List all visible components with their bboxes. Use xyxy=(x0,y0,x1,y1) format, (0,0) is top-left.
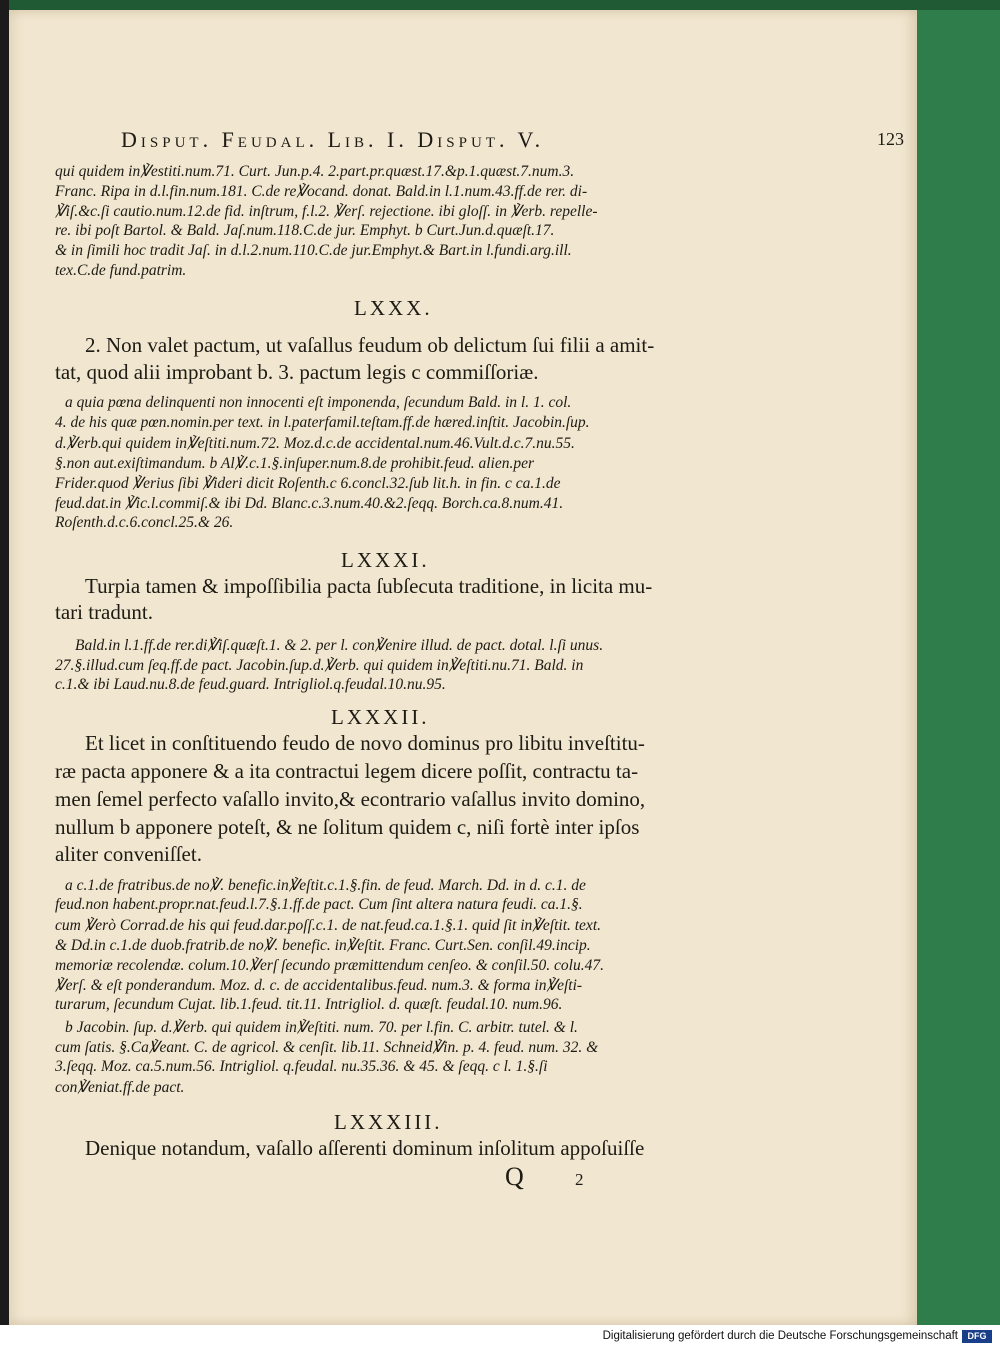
note-line: cum ſatis. §.Ca℣eant. C. de agricol. & cenſit. lib.11. Schneid℣in. p. 4. feud. num. 32. & xyxy=(55,1039,599,1056)
note-line: 27.§.illud.cum ſeq.ff.de pact. Jacobin.ſup.d.℣erb. qui quidem in℣eſtiti.nu.71. Bald. in xyxy=(55,657,584,674)
body-line: tat, quod alii improbant b. 3. pactum legis c commiſſoriæ. xyxy=(55,360,539,384)
section-heading-83: LXXXIII. xyxy=(334,1110,443,1134)
note-line: re. ibi poſt Bartol. & Bald. Jaſ.num.118.C.de jur. Emphyt. b Curt.Jun.d.quæſt.17. xyxy=(55,222,555,239)
note-line: feud.dat.in ℣ic.l.commiſ.& ibi Dd. Blanc.c.3.num.40.&2.ſeqq. Borch.ca.8.num.41. xyxy=(55,495,564,512)
note-line: & in ſimili hoc tradit Jaſ. in d.l.2.num.110.C.de jur.Emphyt.& Bart.in l.fundi.arg.ill. xyxy=(55,242,572,259)
note-line: Bald.in l.1.ff.de rer.di℣iſ.quæſt.1. & 2. per l. con℣enire illud. de pact. dotal. l.ſi unus. xyxy=(75,637,604,654)
note-line: memoriæ recolendæ. colum.10.℣erſ ſecundo præmittendum cenſeo. & conſil.50. colu.47. xyxy=(55,957,604,974)
note-line: tex.C.de fund.patrim. xyxy=(55,262,187,279)
note-line: Frider.quod ℣erius ſibi ℣ideri dicit Roſenth.c 6.concl.32.ſub lit.h. in fin. c ca.1.de xyxy=(55,475,561,492)
page-number: 123 xyxy=(877,129,904,149)
note-line: 4. de his quæ pœn.nomin.per text. in l.paterfamil.teſtam.ff.de hæred.inſtit. Jacobin.ſup. xyxy=(55,414,590,431)
signature-letter: Q xyxy=(505,1162,524,1191)
note-line: ℣iſ.&c.ſi cautio.num.12.de fid. inſtrum, f.l.2. ℣erſ. rejectione. ibi gloſſ. in ℣erb. repelle- xyxy=(55,203,598,220)
note-line: §.non aut.exiſtimandum. b Al℣.c.1.§.inſuper.num.8.de prohibit.feud. alien.per xyxy=(55,455,535,472)
note-line: & Dd.in c.1.de duob.fratrib.de no℣. benefic. in℣eſtit. Franc. Curt.Sen. conſil.49.incip. xyxy=(55,937,591,954)
note-line: c.1.& ibi Laud.nu.8.de feud.guard. Intrigliol.q.feudal.10.nu.95. xyxy=(55,676,446,693)
scan-color-strip xyxy=(917,10,1000,1325)
body-line: aliter conveniſſet. xyxy=(55,842,202,866)
book-page xyxy=(9,10,917,1325)
digitization-footer xyxy=(0,1325,1000,1349)
note-line: a c.1.de fratribus.de no℣. benefic.in℣eſtit.c.1.§.fin. de feud. March. Dd. in d. c.1. de xyxy=(65,877,586,894)
note-line: feud.non habent.propr.nat.feud.l.7.§.1.ff.de pact. Cum ſint altera natura feudi. ca.1.§. xyxy=(55,896,583,913)
note-line: 3.ſeqq. Moz. ca.5.num.56. Intrigliol. q.feudal. nu.35.36. & 45. & ſeqq. c l. 1.§.ſi xyxy=(55,1058,548,1075)
note-line: d.℣erb.qui quidem in℣eſtiti.num.72. Moz.d.c.de accidental.num.46.Vult.d.c.7.nu.55. xyxy=(55,435,575,452)
funding-credit: Digitalisierung gefördert durch die Deutsche Forschungsgemeinschaft xyxy=(602,1330,958,1342)
dfg-logo: DFG xyxy=(962,1330,992,1343)
signature-number: 2 xyxy=(575,1170,584,1189)
section-heading-81: LXXXI. xyxy=(341,548,430,572)
body-line: nullum b apponere poteſt, & ne ſolitum quidem c, niſi fortè inter ipſos xyxy=(55,815,640,839)
note-line: con℣eniat.ff.de pact. xyxy=(55,1079,185,1096)
scan-frame-left xyxy=(0,0,9,1325)
note-line: Roſenth.d.c.6.concl.25.& 26. xyxy=(55,514,234,531)
note-line: turarum, ſecundum Cujat. lib.1.feud. tit.11. Intrigliol. d. quæſt. feudal.10. num.96. xyxy=(55,996,563,1013)
note-line: Franc. Ripa in d.l.fin.num.181. C.de re℣ocand. donat. Bald.in l.1.num.43.ff.de rer. di- xyxy=(55,183,588,200)
note-line: a quia pœna delinquenti non innocenti eſt imponenda, ſecundum Bald. in l. 1. col. xyxy=(65,394,572,411)
body-line: men ſemel perfecto vaſallo invito,& econtrario vaſallus invito domino, xyxy=(55,787,646,811)
body-line: ræ pacta apponere & a ita contractui legem dicere poſſit, contractu ta- xyxy=(55,759,639,783)
body-line: Denique notandum, vaſallo aſſerenti dominum inſolitum appoſuiſſe xyxy=(85,1136,645,1160)
note-line: cum ℣erò Corrad.de his qui feud.dar.poſſ.c.1. de nat.feud.ca.1.§.1. quid ſit in℣eſtit. text. xyxy=(55,917,601,934)
section-heading-82: LXXXII. xyxy=(331,705,430,729)
body-line: Et licet in conſtituendo feudo de novo dominus pro libitu inveſtitu- xyxy=(85,731,645,755)
running-title: Disput. Feudal. Lib. I. Disput. V. xyxy=(121,127,545,152)
note-line: qui quidem in℣estiti.num.71. Curt. Jun.p.4. 2.part.pr.quæst.17.&p.1.quæst.7.num.3. xyxy=(55,163,575,180)
section-heading-80: LXXX. xyxy=(354,296,433,320)
body-line: Turpia tamen & impoſſibilia pacta ſubſecuta traditione, in licita mu- xyxy=(85,574,653,598)
body-line: 2. Non valet pactum, ut vaſallus feudum ob delictum ſui filii a amit- xyxy=(85,333,655,357)
body-line: tari tradunt. xyxy=(55,600,153,624)
note-line: ℣erſ. & eſt ponderandum. Moz. d. c. de accidentalibus.feud. num.3. & forma in℣eſti- xyxy=(55,977,583,994)
note-line: b Jacobin. ſup. d.℣erb. qui quidem in℣eſtiti. num. 70. per l.fin. C. arbitr. tutel. & l. xyxy=(65,1019,578,1036)
